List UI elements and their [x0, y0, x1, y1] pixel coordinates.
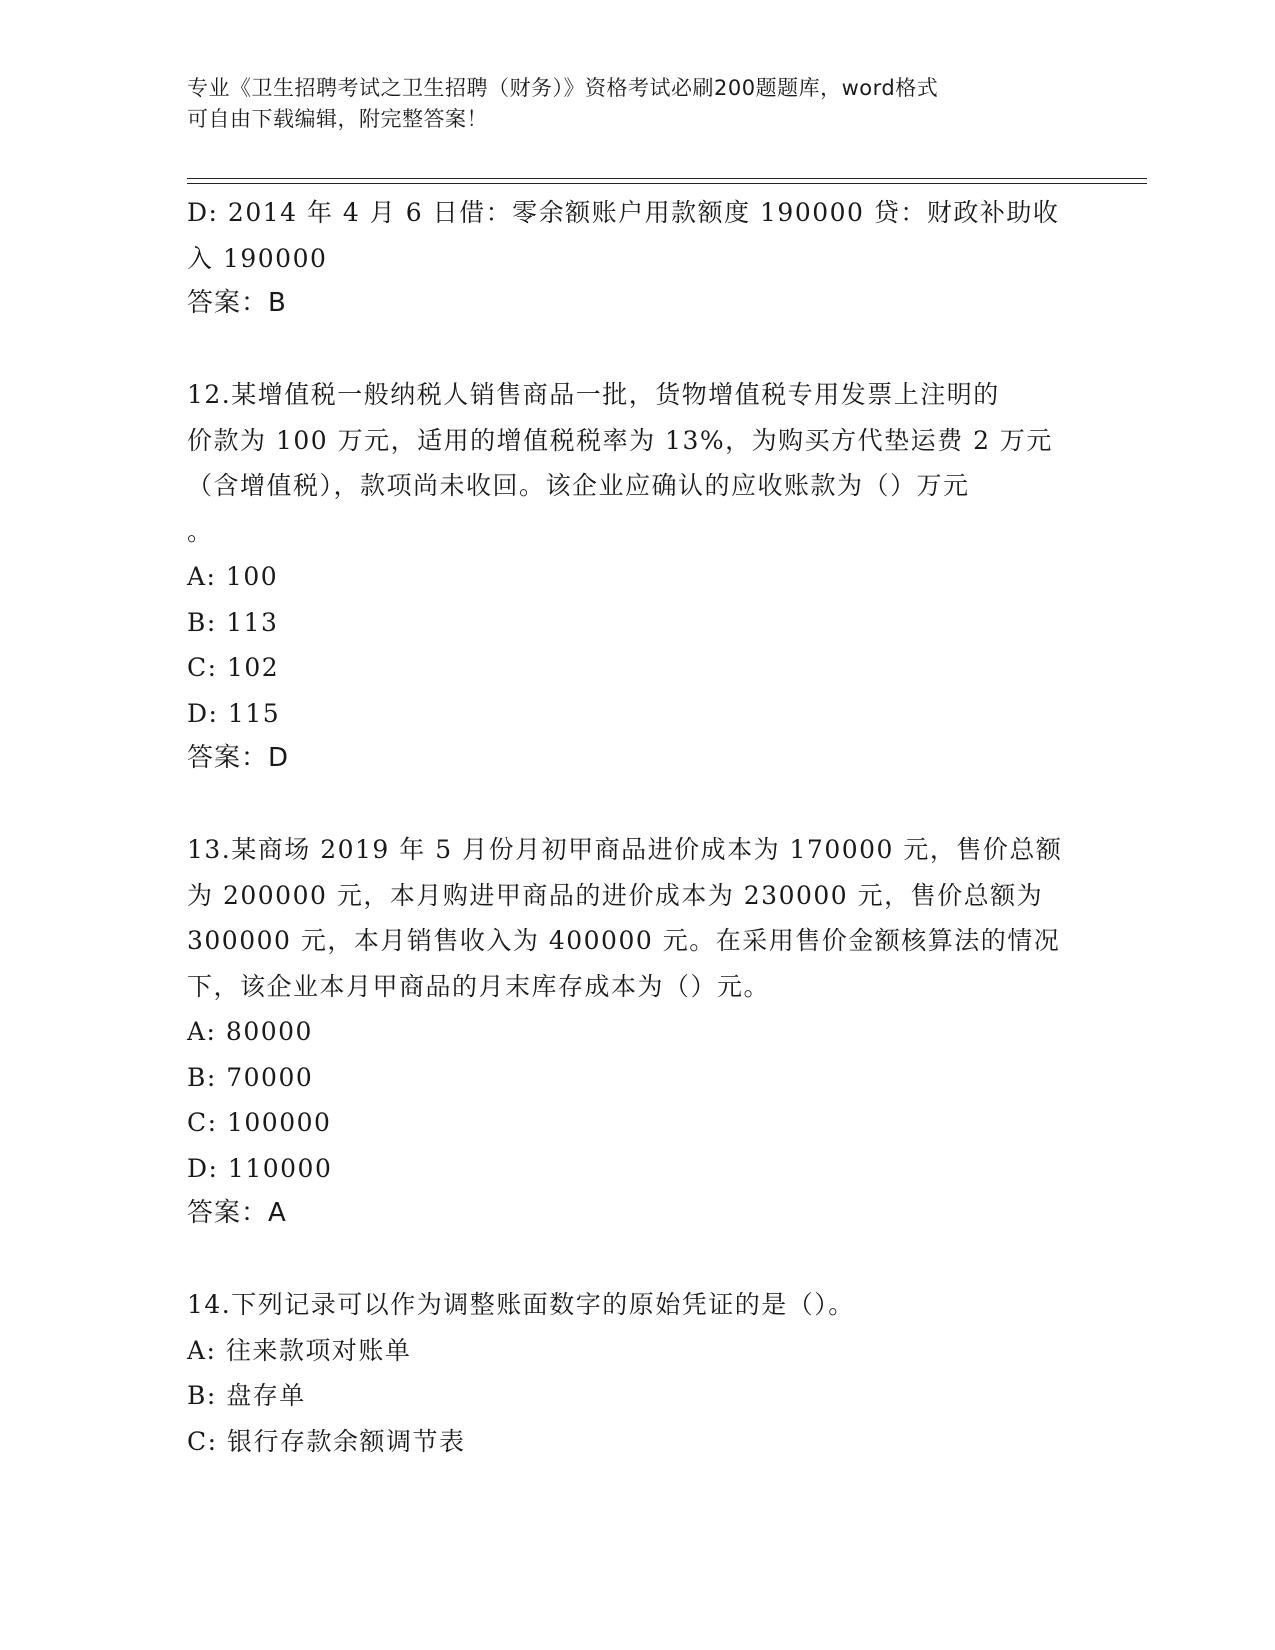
- spacer: [187, 782, 1087, 828]
- option-d-line-1: D: 2014 年 4 月 6 日借：零余额账户用款额度 190000 贷：财政补助收: [187, 198, 1060, 227]
- question-12-answer: 答案：D: [187, 743, 290, 773]
- question-13-stem-line-2: 为 200000 元，本月购进甲商品的进价成本为 230000 元，售价总额为: [187, 880, 1044, 910]
- question-12-stem-line-3: （含增值税），款项尚未收回。该企业应确认的应收账款为（）万元: [187, 471, 970, 500]
- question-13-stem-line-4: 下，该企业本月甲商品的月末库存成本为（）元。: [187, 971, 771, 1001]
- document-header: 专业《卫生招聘考试之卫生招聘（财务）》资格考试必刷200题题库，word格式 可自由下载编辑，附完整答案！: [187, 76, 939, 131]
- header-rule-top: [187, 178, 1147, 179]
- spacer: [187, 327, 1087, 373]
- question-13-option-c: C: 100000: [187, 1108, 332, 1137]
- question-13-stem-line-1: 13.某商场 2019 年 5 月份月初甲商品进价成本为 170000 元，售价总额: [187, 835, 1063, 864]
- question-13-stem-line-3: 300000 元，本月销售收入为 400000 元。在采用售价金额核算法的情况: [187, 926, 1061, 955]
- question-12-stem-line-1: 12.某增值税一般纳税人销售商品一批，货物增值税专用发票上注明的: [187, 380, 1000, 409]
- header-rule-bottom: [187, 183, 1147, 184]
- question-12-option-a: A: 100: [187, 562, 279, 591]
- document-body: [187, 190, 1087, 1464]
- question-13-option-b: B: 70000: [187, 1062, 314, 1092]
- question-12-option-c: C: 102: [187, 653, 280, 682]
- spacer: [187, 1237, 1087, 1283]
- question-14-option-c: C: 银行存款余额调节表: [187, 1426, 466, 1456]
- question-14-stem-line-1: 14.下列记录可以作为调整账面数字的原始凭证的是（）。: [187, 1290, 855, 1319]
- answer-label: 答案：B: [187, 288, 287, 318]
- question-13-option-a: A: 80000: [187, 1017, 313, 1046]
- question-12-stem-line-4: 。: [187, 516, 214, 546]
- option-d-line-2: 入 190000: [187, 243, 328, 273]
- question-13-option-d: D: 110000: [187, 1153, 333, 1183]
- question-12-option-d: D: 115: [187, 698, 281, 728]
- question-14-option-b: B: 盘存单: [187, 1381, 306, 1410]
- question-14-option-a: A: 往来款项对账单: [187, 1335, 412, 1365]
- question-12-option-b: B: 113: [187, 607, 279, 637]
- question-12-stem-line-2: 价款为 100 万元，适用的增值税税率为 13%，为购买方代垫运费 2 万元: [187, 425, 1053, 455]
- question-13-answer: 答案：A: [187, 1198, 287, 1228]
